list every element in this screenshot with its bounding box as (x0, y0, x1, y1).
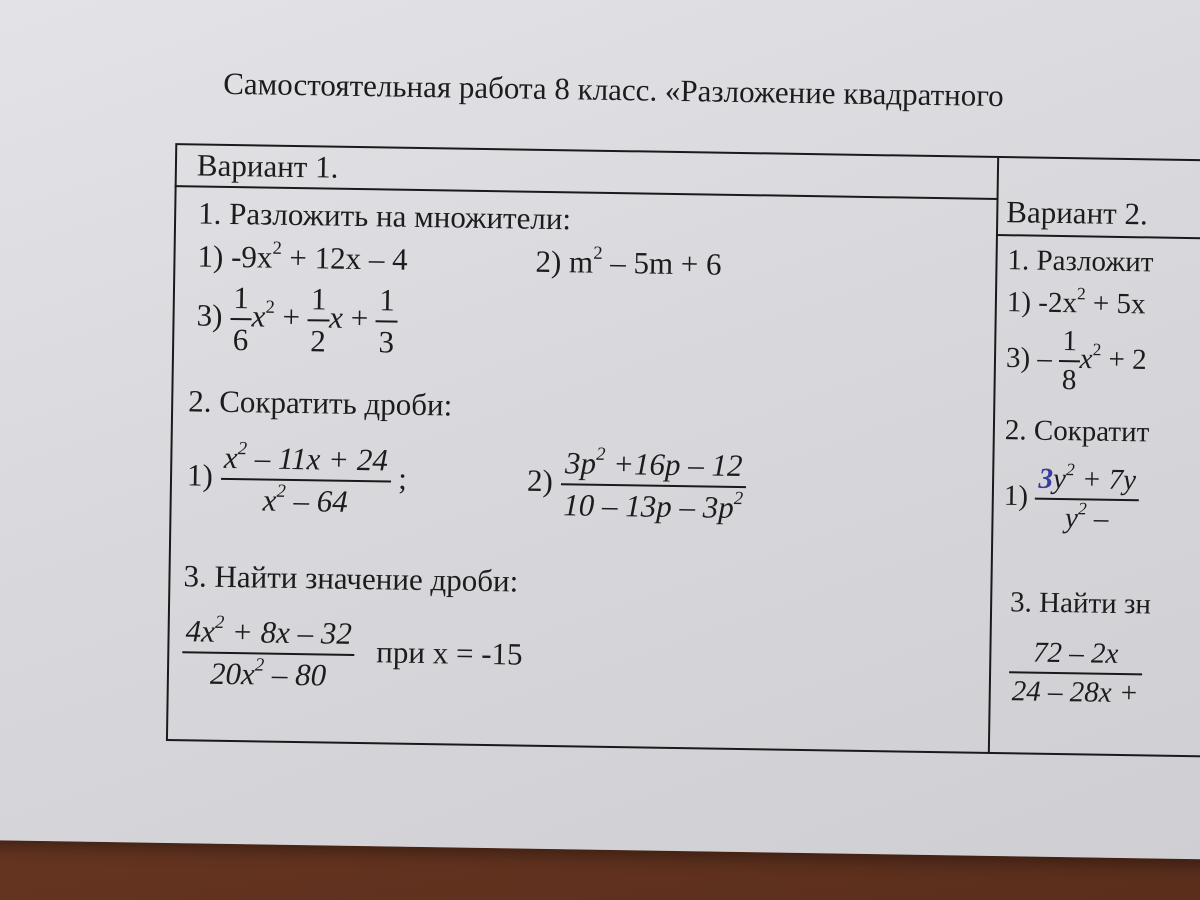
v1-task1-item3: 3) $\frac{1}{6}$ $x^2$ + $\frac{1}{2}$ x + $\frac{1}{3}$ (196, 279, 398, 360)
v1-task2-title: 2. Сократить дроби: (187, 383, 453, 423)
v1-task1-item2: 2) $m^2 - 5m + 6$ (535, 242, 722, 282)
v2-task2-title: 2. Сократит (1004, 414, 1150, 449)
fraction-one-half: $\frac{1}{2}$ (307, 281, 330, 359)
v1-task1-title: 1. Разложить на множители: (197, 195, 572, 237)
v2-task1-title: 1. Разложит (1007, 244, 1154, 279)
v1-task3-condition: при x = -15 (376, 634, 523, 672)
worksheet-header: Самостоятельная работа 8 класс. «Разложение квадратного (222, 65, 1004, 114)
v1-task3-title: 3. Найти значение дроби: (183, 558, 519, 599)
variant2-title: Вариант 2. (1006, 194, 1149, 232)
v1-task2-item2: 2) $3p^2 +16p - 12$ $10 - 13p - 3p^2$ (526, 445, 747, 526)
fraction-v2-task2: $\frac{3y^2 + 7y}{y^2 -}$ (1035, 463, 1140, 537)
fraction-task2-1: $x^2 - 11x + 24$ $x^2 - 64$ (220, 440, 391, 521)
handwritten-mark: 3 (1038, 462, 1054, 495)
fraction-one-sixth: $\frac{1}{6}$ (230, 280, 253, 358)
fraction-one-eighth: $\frac{1}{8}$ (1059, 325, 1081, 397)
fraction-one-third: $\frac{1}{3}$ (375, 282, 398, 360)
fraction-task3: $4x^2 + 8x - 32$ $20x^2 - 80$ (182, 613, 355, 694)
v2-task2-item1: 1) $\frac{3y^2 + 7y}{y^2 -}$ (1003, 462, 1139, 536)
v1-task2-item1: 1) $x^2 - 11x + 24$ $x^2 - 64$ ; (186, 438, 408, 519)
v2-task1-item3: 3) – $\frac{1}{8}$ $x^2 + 2$ (1005, 325, 1147, 397)
v2-task1-item1: 1) $-2x^2 + 5x$ (1006, 283, 1146, 321)
v2-task3-expression (1009, 636, 1143, 710)
v1-task3-expression (182, 613, 523, 696)
v1-task1-item1: 1) $-9x^2 + 12x - 4$ (197, 237, 408, 277)
variant1-title: Вариант 1. (196, 147, 339, 185)
fraction-v2-task3: 72 – 2x 24 – 28x + (1009, 636, 1143, 710)
fraction-task2-2: $3p^2 +16p - 12$ $10 - 13p - 3p^2$ (560, 445, 747, 526)
v2-task3-title: 3. Найти зн (1009, 586, 1152, 621)
